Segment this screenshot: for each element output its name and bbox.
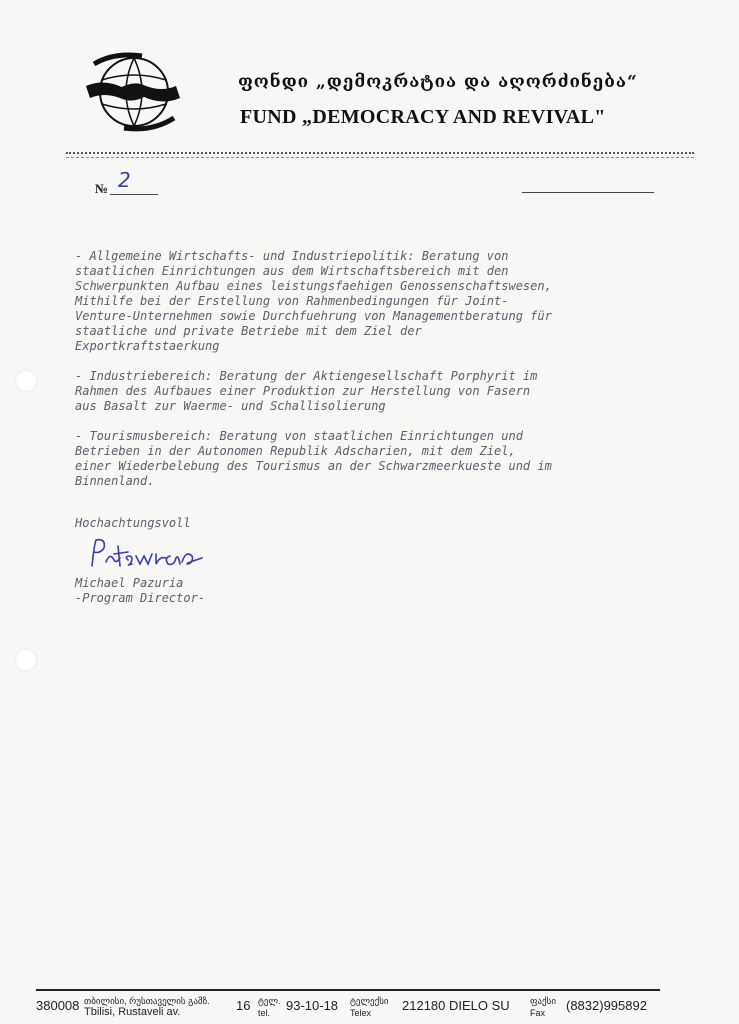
footer-divider [36,989,660,991]
globe-hands-logo-icon [84,52,182,132]
signer-name: Michael Pazuria [75,576,184,590]
footer-tel-label-georgian: ტელ. [258,996,281,1006]
reference-number-underline [110,194,158,195]
footer-telex-label-georgian: ტელექსი [350,996,389,1006]
footer-tel-label: tel. [258,1008,271,1018]
signer-title: -Program Director- [75,591,206,605]
footer-address-english: Tbilisi, Rustaveli av. [84,1006,181,1018]
letterhead-footer [36,995,676,1023]
body-paragraph-tourism: - Tourismusbereich: Beratung von staatlichen Einrichtungen und Betrieben in der Autonomen Republik Adscharien, mit dem Ziel, einer Wiederbelebung des Tourismus an der Schwarzmeerkueste und im Binnenland. [75,429,552,488]
handwritten-signature [84,536,224,576]
letterhead-divider [66,152,694,154]
letterhead-title-english: FUND „DEMOCRACY AND REVIVAL" [240,106,606,128]
reference-number-value: 2 [118,168,131,192]
body-paragraph-economic-policy: - Allgemeine Wirtschafts- und Industriepolitik: Beratung von staatlichen Einrichtungen aus dem Wirtschaftsbereich mit den Schwerpunkten Aufbau eines leistungsfaehigen Genossenschaftswesen, Mithilfe bei der Erstellung von Rahmenbedingungen für Joint- Venture-Unternehmen sowie Durchfuehrung von Managementberatung für staatliche und private Betriebe mit dem Ziel der Exportkraftstaerkung [75,249,552,353]
date-underline [522,192,654,193]
punch-hole [16,371,36,391]
letterhead-divider-secondary [66,157,694,158]
reference-number-label: № [95,181,109,196]
closing-salutation: Hochachtungsvoll [75,516,191,530]
letterhead-title-georgian: ფონდი „დემოკრატია და აღორძინება“ [238,72,638,92]
footer-telex-label: Telex [350,1008,372,1018]
footer-fax-label-georgian: ფაქსი [530,996,556,1006]
footer-address-georgian: თბილისი, რუსთაველის გამზ. [84,996,210,1006]
footer-fax-label: Fax [530,1008,546,1018]
punch-hole [16,650,36,670]
footer-tel-value: 93-10-18 [286,998,339,1013]
footer-house-number: 16 [236,998,251,1013]
footer-fax-value: (8832)995892 [566,998,647,1013]
body-paragraph-industry: - Industriebereich: Beratung der Aktiengesellschaft Porphyrit im Rahmen des Aufbaues einer Produktion zur Herstellung von Fasern aus Basalt zur Waerme- und Schallisolierung [75,369,538,413]
footer-postcode: 380008 [36,998,80,1013]
footer-telex-value: 212180 DIELO SU [402,998,510,1013]
signer-block [75,576,205,606]
letter-body [75,249,685,489]
